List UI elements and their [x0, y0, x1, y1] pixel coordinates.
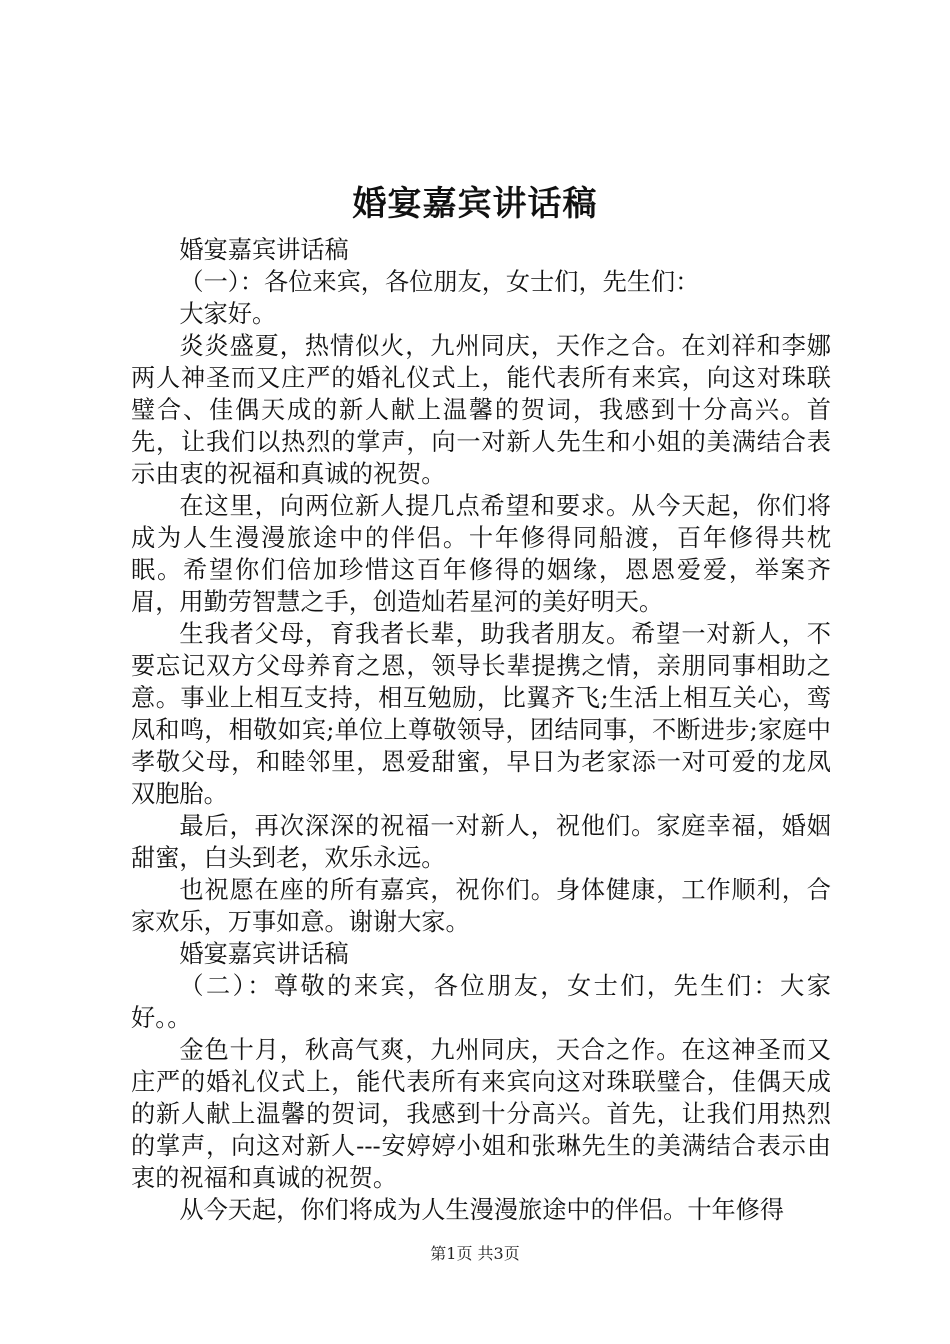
paragraph: 炎炎盛夏，热情似火，九州同庆，天作之合。在刘祥和李娜两人神圣而又庄严的婚礼仪式上，能代表所有来宾，向这对珠联璧合、佳偶天成的新人献上温馨的贺词，我感到十分高兴。首先，让我们以热烈的掌声，向一对新人先生和小姐的美满结合表示由衷的祝福和真诚的祝贺。: [131, 332, 831, 488]
paragraph: 从今天起，你们将成为人生漫漫旅途中的伴侣。十年修得: [179, 1196, 785, 1224]
page-footer: 第1页 共3页: [430, 1244, 520, 1263]
document-body: [131, 234, 831, 1226]
paragraph-salutation-1: （一）：各位来宾，各位朋友，女士们，先生们：: [179, 268, 700, 296]
paragraph-salutation-2: （二）：尊敬的来宾，各位朋友，女士们，先生们：大家好。。: [131, 972, 831, 1032]
paragraph-heading-2: 婚宴嘉宾讲话稿: [179, 940, 349, 968]
paragraph-greeting-1: 大家好。: [179, 300, 277, 328]
paragraph: 生我者父母，育我者长辈，助我者朋友。希望一对新人，不要忘记双方父母养育之恩，领导长辈提携之情，亲朋同事相助之意。事业上相互支持，相互勉励，比翼齐飞;生活上相互关心，鸾凤和鸣，相敬如宾;单位上尊敬领导，团结同事，不断进步;家庭中孝敬父母，和睦邻里，恩爱甜蜜，早日为老家添一对可爱的龙凤双胞胎。: [131, 620, 831, 808]
paragraph: 金色十月，秋高气爽，九州同庆，天合之作。在这神圣而又庄严的婚礼仪式上，能代表所有来宾向这对珠联璧合，佳偶天成的新人献上温馨的贺词，我感到十分高兴。首先，让我们用热烈的掌声，向这对新人---安婷婷小姐和张琳先生的美满结合表示由衷的祝福和真诚的祝贺。: [131, 1036, 831, 1192]
paragraph-heading-1: 婚宴嘉宾讲话稿: [179, 236, 349, 264]
paragraph: 在这里，向两位新人提几点希望和要求。从今天起，你们将成为人生漫漫旅途中的伴侣。十年修得同船渡，百年修得共枕眠。希望你们倍加珍惜这百年修得的姻缘，恩恩爱爱，举案齐眉，用勤劳智慧之手，创造灿若星河的美好明天。: [131, 492, 831, 616]
document-title: 婚宴嘉宾讲话稿: [352, 184, 598, 224]
paragraph: 也祝愿在座的所有嘉宾，祝你们。身体健康，工作顺利，合家欢乐，万事如意。谢谢大家。: [131, 876, 831, 936]
paragraph: 最后，再次深深的祝福一对新人，祝他们。家庭幸福，婚姻甜蜜，白头到老，欢乐永远。: [131, 812, 831, 872]
